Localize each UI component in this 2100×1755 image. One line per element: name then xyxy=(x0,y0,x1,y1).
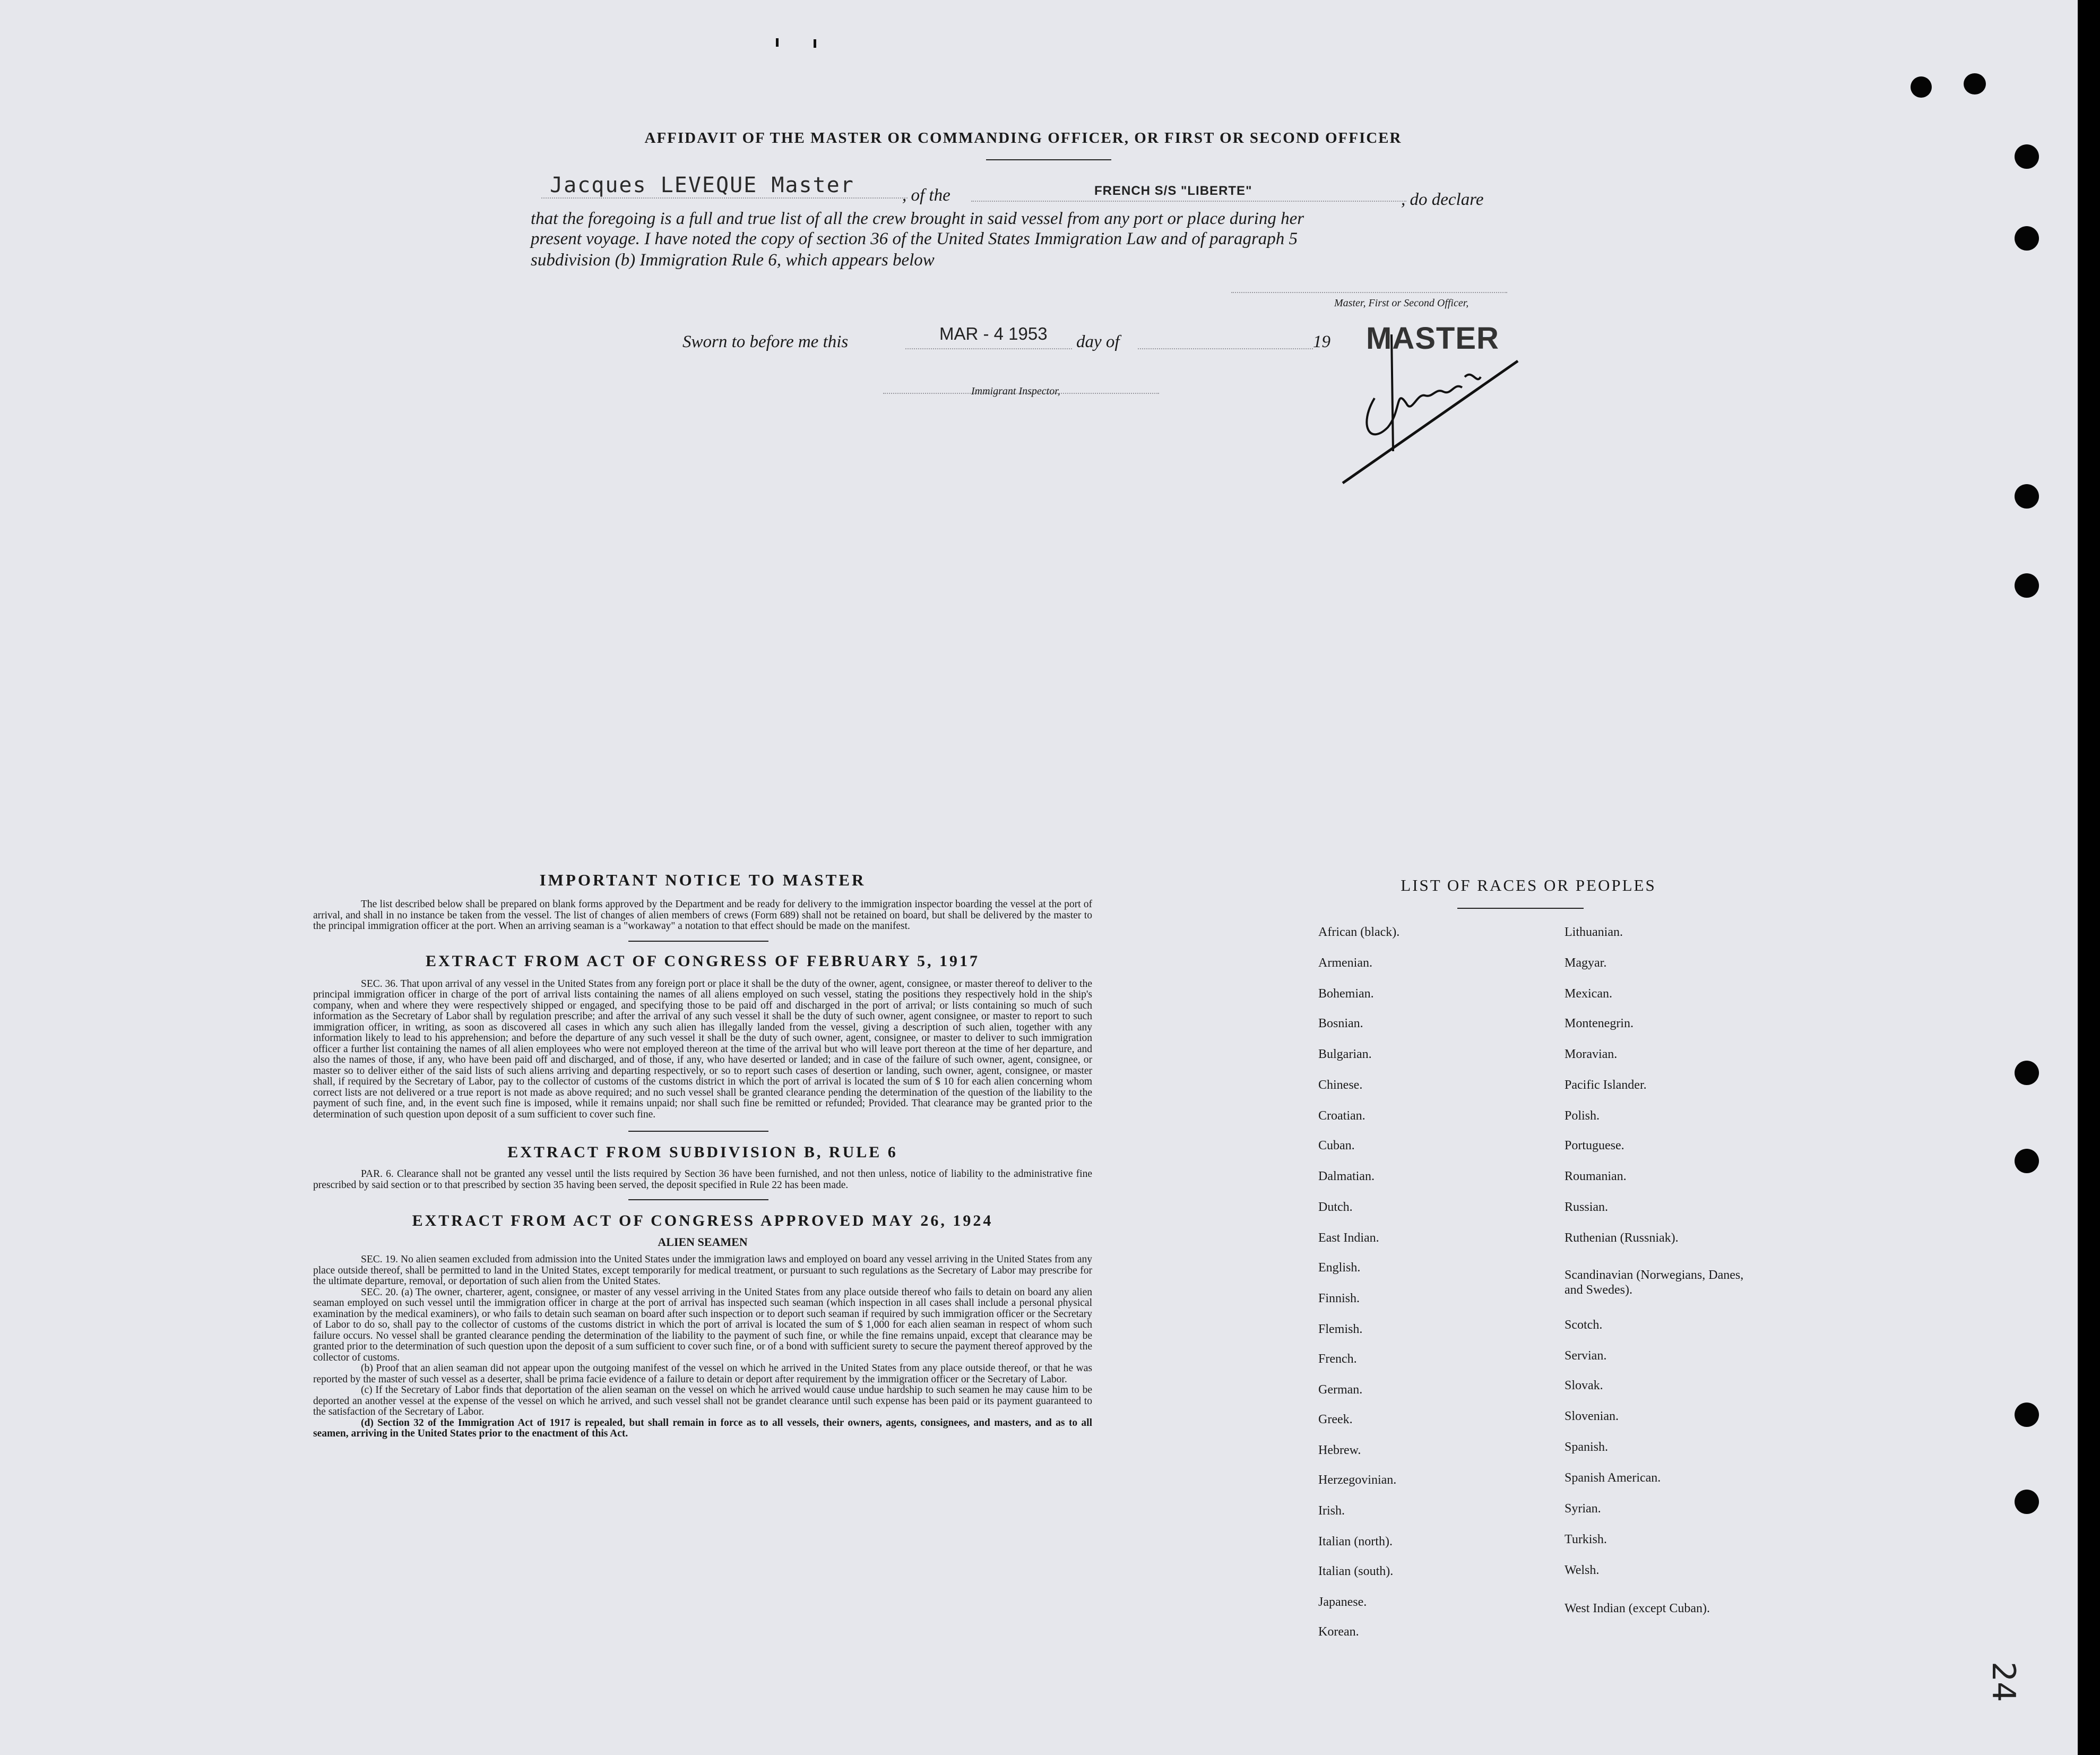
officer-signature-line xyxy=(1231,292,1507,293)
race-item: Pacific Islander. xyxy=(1565,1078,1647,1092)
race-item: African (black). xyxy=(1318,925,1400,939)
race-item: Korean. xyxy=(1318,1625,1359,1639)
section-rule xyxy=(628,1199,768,1200)
declaration-line-3: subdivision (b) Immigration Rule 6, which appears below xyxy=(531,251,935,270)
heading-rule xyxy=(986,159,1111,160)
affidavit-heading: AFFIDAVIT OF THE MASTER OR COMMANDING OFFICER, OR FIRST OR SECOND OFFICER xyxy=(644,130,1402,147)
race-item: Servian. xyxy=(1565,1349,1607,1363)
punch-hole xyxy=(1911,76,1932,98)
month-line xyxy=(1138,348,1313,349)
sworn-prefix: Sworn to before me this xyxy=(682,332,849,351)
extract-rule6-text: PAR. 6. Clearance shall not be granted any vessel until the lists required by Section 36 have been furnished, and not then unless, notice of liability to the administrative fine prescribed by said section or to that prescribed by section 35 having been served, the deposit specified in Rule 22 has been made. xyxy=(313,1168,1092,1191)
punch-hole xyxy=(2015,144,2039,169)
race-item: French. xyxy=(1318,1352,1357,1366)
race-item: Turkish. xyxy=(1565,1533,1607,1546)
declaration-line-2: present voyage. I have noted the copy of section 36 of the United States Immigration Law and of paragraph 5 xyxy=(531,229,1298,248)
extract-1917-heading: EXTRACT FROM ACT OF CONGRESS OF FEBRUARY 5, 1917 xyxy=(425,952,980,970)
race-item: German. xyxy=(1318,1383,1363,1397)
master-name: Jacques LEVEQUE Master xyxy=(550,173,854,197)
extract-rule6-heading: EXTRACT FROM SUBDIVISION B, RULE 6 xyxy=(507,1143,898,1161)
punch-hole xyxy=(2015,1061,2039,1085)
race-item: Finnish. xyxy=(1318,1292,1360,1305)
race-item: Flemish. xyxy=(1318,1322,1363,1336)
day-of-text: day of xyxy=(1076,332,1120,351)
vessel-name: FRENCH S/S "LIBERTE" xyxy=(1094,184,1252,198)
race-item: Moravian. xyxy=(1565,1047,1618,1061)
race-item: Herzegovinian. xyxy=(1318,1473,1397,1487)
sec-20c-text: (c) If the Secretary of Labor finds that deportation of the alien seaman on the vessel on which he arrived would cause undue hardship to such seamen he may cause him to be deported an another vessel at the expense of the vessel on which he arrived, and such vessel shall not be grandet clearance until such expense has been paid or its payment guaranteed to the satisfaction of the Secretary of Labor. xyxy=(313,1384,1092,1417)
race-item: Bosnian. xyxy=(1318,1017,1363,1030)
race-item: Cuban. xyxy=(1318,1139,1355,1152)
race-item: Bulgarian. xyxy=(1318,1047,1372,1061)
races-heading-rule xyxy=(1457,908,1584,909)
race-item: Roumanian. xyxy=(1565,1169,1627,1183)
race-item: Scandinavian (Norwegians, Danes, and Swedes). xyxy=(1565,1268,1744,1297)
race-item: Bohemian. xyxy=(1318,987,1374,1001)
section-rule xyxy=(628,1131,768,1132)
scan-mark xyxy=(776,38,779,47)
inspector-caption: Immigrant Inspector, xyxy=(971,385,1060,397)
race-item: Mexican. xyxy=(1565,987,1612,1001)
sec-20d-text: (d) Section 32 of the Immigration Act of 1917 is repealed, but shall remain in force as to all vessels, their owners, agents, consignees, and masters, and as to all seamen, arriving in the United States prior to the enactment of this Act. xyxy=(313,1417,1092,1439)
punch-hole xyxy=(2015,1490,2039,1514)
race-item: Syrian. xyxy=(1565,1502,1601,1516)
race-item: Portuguese. xyxy=(1565,1139,1624,1152)
race-item: Ruthenian (Russniak). xyxy=(1565,1231,1679,1245)
race-item: English. xyxy=(1318,1261,1361,1275)
punch-hole xyxy=(2015,484,2039,509)
race-item: Irish. xyxy=(1318,1504,1345,1518)
race-item: West Indian (except Cuban). xyxy=(1565,1602,1710,1615)
notice-text: The list described below shall be prepared on blank forms approved by the Department and be ready for delivery to the immigration inspector boarding the vessel at the port of arrival, and shall in no instance be taken from the vessel. The list of changes of alien members of crews (Form 689) shall not be retained on board, but shall be delivered by the master to the principal immigration officer at the port. When an arriving seaman is a "workaway" a notation to that effect should be made on the manifest. xyxy=(313,899,1092,932)
date-line xyxy=(905,348,1072,349)
race-item: Italian (south). xyxy=(1318,1564,1394,1578)
punch-hole xyxy=(1964,73,1986,94)
race-item: Dalmatian. xyxy=(1318,1169,1375,1183)
race-item: Hebrew. xyxy=(1318,1443,1361,1457)
notice-section xyxy=(313,871,1092,1440)
races-heading: LIST OF RACES OR PEOPLES xyxy=(1401,876,1656,894)
master-stamp: MASTER xyxy=(1366,321,1499,356)
race-item: Spanish American. xyxy=(1565,1471,1661,1485)
do-declare-text: , do declare xyxy=(1401,190,1484,209)
race-item: Polish. xyxy=(1565,1109,1600,1123)
extract-1924-heading: EXTRACT FROM ACT OF CONGRESS APPROVED MAY 26, 1924 xyxy=(412,1212,993,1229)
section-rule xyxy=(628,941,768,942)
sworn-date-stamp: MAR - 4 1953 xyxy=(939,324,1048,343)
race-item: Chinese. xyxy=(1318,1078,1363,1092)
punch-hole xyxy=(2015,1149,2039,1173)
officer-caption: Master, First or Second Officer, xyxy=(1334,297,1469,309)
declaration-line-1: that the foregoing is a full and true list of all the crew brought in said vessel from any port or place during her xyxy=(531,209,1304,228)
sec-20b-text: (b) Proof that an alien seaman did not appear upon the outgoing manifest of the vessel on which he arrived in the United States from any place outside thereof, or that he was reported by the master of such vessel as a deserter, shall be prima facie evidence of a failure to detain or deport after requirement by the immigration officer or the Secretary of Labor. xyxy=(313,1363,1092,1385)
race-item: Italian (north). xyxy=(1318,1535,1393,1548)
year-prefix: 19 xyxy=(1313,332,1330,351)
race-item: Slovenian. xyxy=(1565,1409,1619,1423)
sec-19-text: SEC. 19. No alien seamen excluded from admission into the United States under the immigration laws and employed on board any vessel arriving in the United States from any place outside thereof, shall be permitted to land in the United States, except temporarily for medical treatment, or pursuant to such regulations as the Secretary of Labor may prescribe for the ultimate departure, removal, or deportation of such alien from the United States. xyxy=(313,1254,1092,1287)
punch-hole xyxy=(2015,1403,2039,1427)
vessel-line xyxy=(971,201,1406,202)
race-item: Slovak. xyxy=(1565,1379,1603,1392)
race-item: Japanese. xyxy=(1318,1595,1367,1609)
alien-seamen-subheading: ALIEN SEAMEN xyxy=(658,1235,748,1249)
punch-hole xyxy=(2015,226,2039,251)
race-item: Russian. xyxy=(1565,1200,1609,1214)
race-item: Welsh. xyxy=(1565,1563,1600,1577)
handwritten-signature xyxy=(1337,303,1528,488)
sec-20a-text: SEC. 20. (a) The owner, charterer, agent, consignee, or master of any vessel arriving in the United States from any place outside thereof who fails to detain on board any alien seaman employed on such vessel until the immigration officer in charge at the port of arrival has inspected such seaman (which inspection in all cases shall include a personal physical examination by the medical examiners), or who fails to detain such seaman on board after such inspection or to deport such seaman if required by such immigration officer or the Secretary of Labor to do so, shall pay to the collector of customs of the customs district in which the port of arrival is located the sum of $ 1,000 for each alien seaman in respect of whom such failure occurs. No vessel shall be granted clearance pending the determination of the liability to the payment of such fine, or while the fine remains unpaid, except that clearance may be granted prior to the determination of such question upon the deposit of a sum sufficient to cover such fine, or of a bond with sufficient surety to secure the payment thereof approved by the collector of customs. xyxy=(313,1286,1092,1363)
race-item: Spanish. xyxy=(1565,1440,1609,1454)
scan-mark xyxy=(814,39,816,48)
punch-hole xyxy=(2015,573,2039,598)
extract-1917-text: SEC. 36. That upon arrival of any vessel in the United States from any foreign port or place it shall be the duty of the owner, agent, consignee, or master thereof to deliver to the principal immigration officer in charge of the port of arrival lists containing the names of all aliens employed on such vessel, stating the positions they respectively hold in the ship's company, when and where they were respectively shipped or engaged, and specifying those to be paid off and discharged in the port of arrival; or lists containing so much of such information as the Secretary of Labor shall by regulation prescribe; and after the arrival of any such vessel it shall be the duty of such owner, agent consignee, or master to report to such immigration officer, in writing, as soon as discovered all cases in which any such alien has illegally landed from the vessel, giving a description of such alien, together with any information likely to lead to his apprehension; and before the departure of any such vessel it shall be the duty of such owner, agent, consignee, or master to deliver to such immigration officer a further list containing the names of all alien employees who were not employed thereon at the time of the arrival but who will leave port thereon at the time of her departure, and also the names of those, if any, who have been paid off and discharged, and of those, if any, who have deserted or landed; and in case of the failure of such owner, agent, consignee, or master so to deliver either of the said lists of such aliens arriving and departing respectively, or so to report such cases of desertion or landing, such owner, agent, consignee, or master shall, if required by the Secretary of Labor, pay to the collector of customs of the customs district in which the port of arrival is located the sum of $ 10 for each alien concerning whom correct lists are not delivered or a true report is not made as above required; and no such vessel shall be granted clearance pending the determination of the question of the liability to the payment of such fine, and, in the event such fine is imposed, while it remains unpaid; nor shall such fine be remitted or refunded; Provided. That clearance may be granted prior to the determination of such question upon deposit of a sum sufficient to cover such fine. xyxy=(313,978,1092,1120)
notice-heading: IMPORTANT NOTICE TO MASTER xyxy=(539,871,866,889)
race-item: Greek. xyxy=(1318,1413,1353,1426)
race-item: Dutch. xyxy=(1318,1200,1353,1214)
race-item: Croatian. xyxy=(1318,1109,1366,1123)
race-item: Scotch. xyxy=(1565,1318,1603,1332)
race-item: Armenian. xyxy=(1318,956,1372,970)
race-item: Montenegrin. xyxy=(1565,1017,1634,1030)
race-item: Magyar. xyxy=(1565,956,1607,970)
race-item: East Indian. xyxy=(1318,1231,1379,1245)
race-item: Lithuanian. xyxy=(1565,925,1623,939)
of-the-text: , of the xyxy=(902,186,950,205)
name-line xyxy=(541,197,908,199)
page-number: 24 xyxy=(1985,1662,2022,1702)
